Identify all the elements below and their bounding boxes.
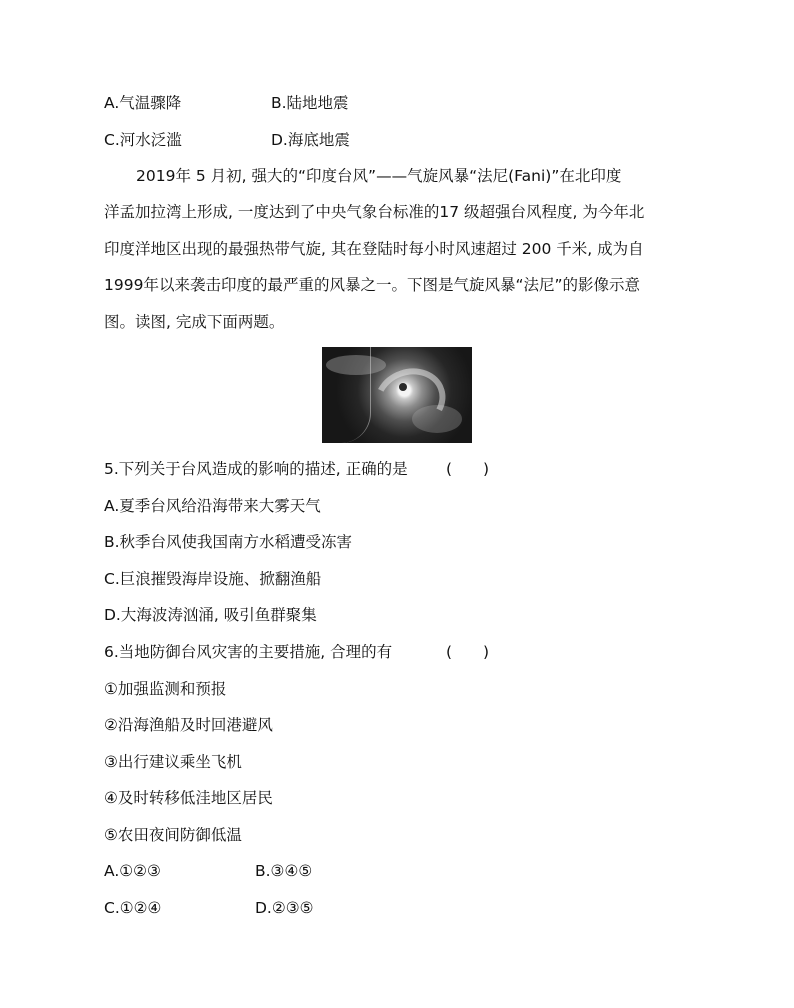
q5-stem: 5.下列关于台风造成的影响的描述, 正确的是 — [104, 460, 408, 478]
q6-answer-bracket: ( ) — [446, 643, 490, 661]
passage-line-5: 图。读图, 完成下面两题。 — [104, 313, 285, 331]
q6-stem: 6.当地防御台风灾害的主要措施, 合理的有 — [104, 643, 393, 661]
prev-option-b: B.陆地地震 — [271, 94, 349, 112]
passage-line-4: 1999年以来袭击印度的最严重的风暴之一。下图是气旋风暴“法尼”的影像示意 — [104, 276, 641, 294]
q5-answer-bracket: ( ) — [446, 460, 490, 478]
passage-line-2: 洋孟加拉湾上形成, 一度达到了中央气象台标准的17 级超强台风程度, 为今年北 — [104, 203, 645, 221]
q6-option-c: C.①②④ — [104, 899, 162, 917]
q6-option-a: A.①②③ — [104, 862, 161, 880]
q5-option-b: B.秋季台风使我国南方水稻遭受冻害 — [104, 533, 353, 551]
passage-line-1: 2019年 5 月初, 强大的“印度台风”——气旋风暴“法尼(Fani)”在北印度 — [136, 167, 622, 185]
q6-item-2: ②沿海渔船及时回港避风 — [104, 716, 273, 734]
q6-item-4: ④及时转移低洼地区居民 — [104, 789, 273, 807]
prev-option-c: C.河水泛滥 — [104, 131, 182, 149]
cyclone-satellite-image — [322, 347, 472, 443]
prev-option-d: D.海底地震 — [271, 131, 350, 149]
q5-option-a: A.夏季台风给沿海带来大雾天气 — [104, 497, 321, 515]
passage-line-3: 印度洋地区出现的最强热带气旋, 其在登陆时每小时风速超过 200 千米, 成为自 — [104, 240, 644, 258]
q6-item-1: ①加强监测和预报 — [104, 680, 227, 698]
q6-option-b: B.③④⑤ — [255, 862, 313, 880]
q6-item-5: ⑤农田夜间防御低温 — [104, 826, 242, 844]
prev-option-a: A.气温骤降 — [104, 94, 182, 112]
q5-option-c: C.巨浪摧毁海岸设施、掀翻渔船 — [104, 570, 322, 588]
q6-item-3: ③出行建议乘坐飞机 — [104, 753, 242, 771]
q5-option-d: D.大海波涛汹涌, 吸引鱼群聚集 — [104, 606, 317, 624]
q6-option-d: D.②③⑤ — [255, 899, 314, 917]
